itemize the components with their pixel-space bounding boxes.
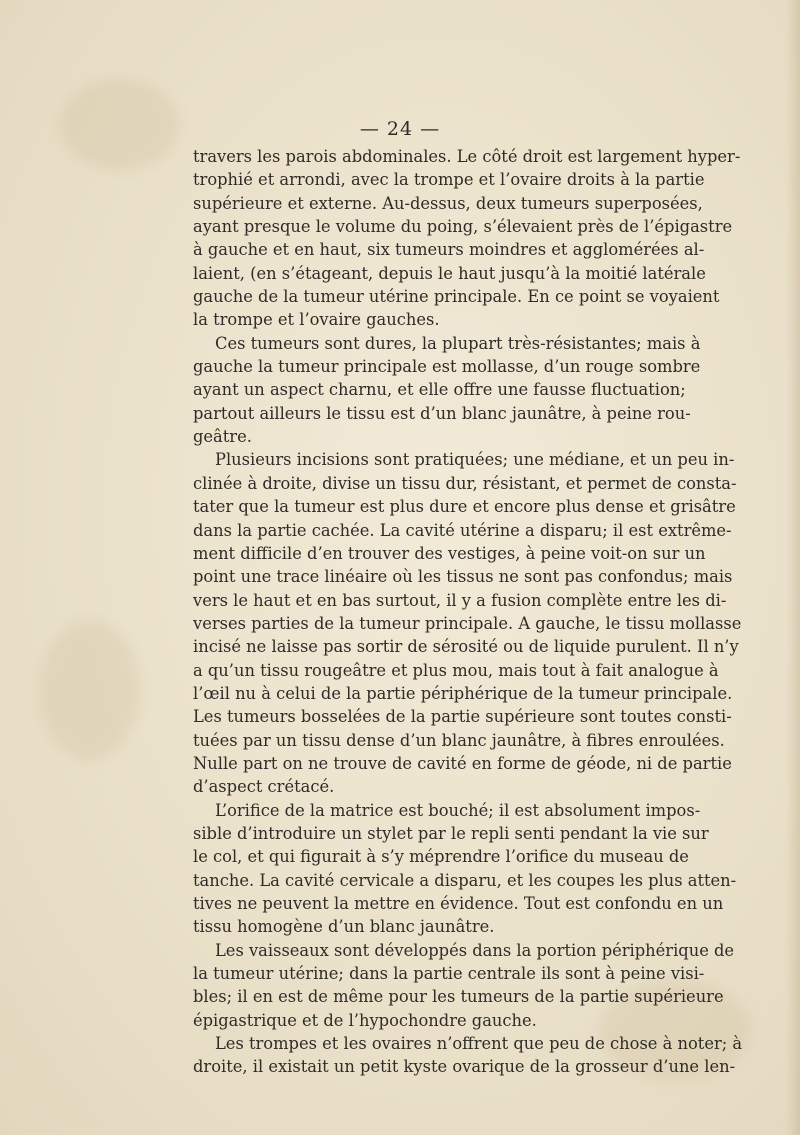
text-line: supérieure et externe. Au-dessus, deux tumeurs superposées, <box>193 193 703 213</box>
page-edge-shadow <box>786 0 800 1135</box>
text-line: l’œil nu à celui de la partie périphérique de la tumeur principale. <box>193 683 733 703</box>
text-line: tissu homogène d’un blanc jaunâtre. <box>193 917 495 937</box>
text-line: Les trompes et les ovaires n’offrent que peu de chose à noter; à <box>215 1034 743 1054</box>
text-line: Les tumeurs bosselées de la partie supérieure sont toutes consti- <box>193 707 732 727</box>
text-line: ayant un aspect charnu, et elle offre une fausse fluctuation; <box>193 380 686 400</box>
text-line: clinée à droite, divise un tissu dur, résistant, et permet de consta- <box>193 473 737 493</box>
text-line: Nulle part on ne trouve de cavité en forme de géode, ni de partie <box>193 753 732 773</box>
text-line: dans la partie cachée. La cavité utérine a disparu; il est extrême- <box>193 520 732 540</box>
text-line: Plusieurs incisions sont pratiquées; une médiane, et un peu in- <box>215 450 735 470</box>
text-line: ment difficile d’en trouver des vestiges, à peine voit-on sur un <box>193 543 706 563</box>
text-line: à gauche et en haut, six tumeurs moindres et agglomérées al- <box>193 240 705 260</box>
text-line: partout ailleurs le tissu est d’un blanc jaunâtre, à peine rou- <box>193 403 691 423</box>
text-line: tuées par un tissu dense d’un blanc jaunâtre, à fibres enroulées. <box>193 730 725 750</box>
text-line: épigastrique et de l’hypochondre gauche. <box>193 1010 537 1030</box>
text-line: geâtre. <box>193 427 252 447</box>
text-line: Les vaisseaux sont développés dans la portion périphérique de <box>215 940 735 960</box>
text-line: la trompe et l’ovaire gauches. <box>193 310 440 330</box>
text-line: incisé ne laisse pas sortir de sérosité ou de liquide purulent. Il n’y <box>193 637 739 657</box>
text-line: tanche. La cavité cervicale a disparu, et les coupes les plus atten- <box>193 870 737 890</box>
text-line: d’aspect crétacé. <box>193 777 335 797</box>
text-line: laient, (en s’étageant, depuis le haut jusqu’à la moitié latérale <box>193 263 706 283</box>
body-text <box>193 145 743 1079</box>
text-line: L’orifice de la matrice est bouché; il est absolument impos- <box>215 800 701 820</box>
text-line: ayant presque le volume du poing, s’élevaient près de l’épigastre <box>193 217 733 237</box>
text-line: a qu’un tissu rougeâtre et plus mou, mais tout à fait analogue à <box>193 660 719 680</box>
text-line: verses parties de la tumeur principale. A gauche, le tissu mollasse <box>193 613 742 633</box>
text-line: la tumeur utérine; dans la partie centrale ils sont à peine visi- <box>193 964 705 984</box>
text-line: le col, et qui figurait à s’y méprendre l’orifice du museau de <box>193 847 689 867</box>
page-number: — 24 — <box>359 118 441 140</box>
text-line: sible d’introduire un stylet par le repli senti pendant la vie sur <box>193 823 709 843</box>
text-line: travers les parois abdominales. Le côté droit est largement hyper- <box>193 147 741 166</box>
text-line: Ces tumeurs sont dures, la plupart très-résistantes; mais à <box>215 333 701 353</box>
text-line: gauche la tumeur principale est mollasse, d’un rouge sombre <box>193 357 701 377</box>
text-line: bles; il en est de même pour les tumeurs de la partie supérieure <box>193 987 724 1007</box>
text-line: trophié et arrondi, avec la trompe et l’ovaire droits à la partie <box>193 170 705 190</box>
text-line: tater que la tumeur est plus dure et encore plus dense et grisâtre <box>193 497 736 517</box>
paper-stain <box>40 620 140 760</box>
text-line: droite, il existait un petit kyste ovarique de la grosseur d’une len- <box>193 1057 736 1077</box>
text-line: gauche de la tumeur utérine principale. En ce point se voyaient <box>193 287 720 307</box>
text-line: point une trace linéaire où les tissus ne sont pas confondus; mais <box>193 567 733 587</box>
text-line: tives ne peuvent la mettre en évidence. Tout est confondu en un <box>193 894 724 913</box>
text-line: vers le haut et en bas surtout, il y a fusion complète entre les di- <box>193 590 727 610</box>
